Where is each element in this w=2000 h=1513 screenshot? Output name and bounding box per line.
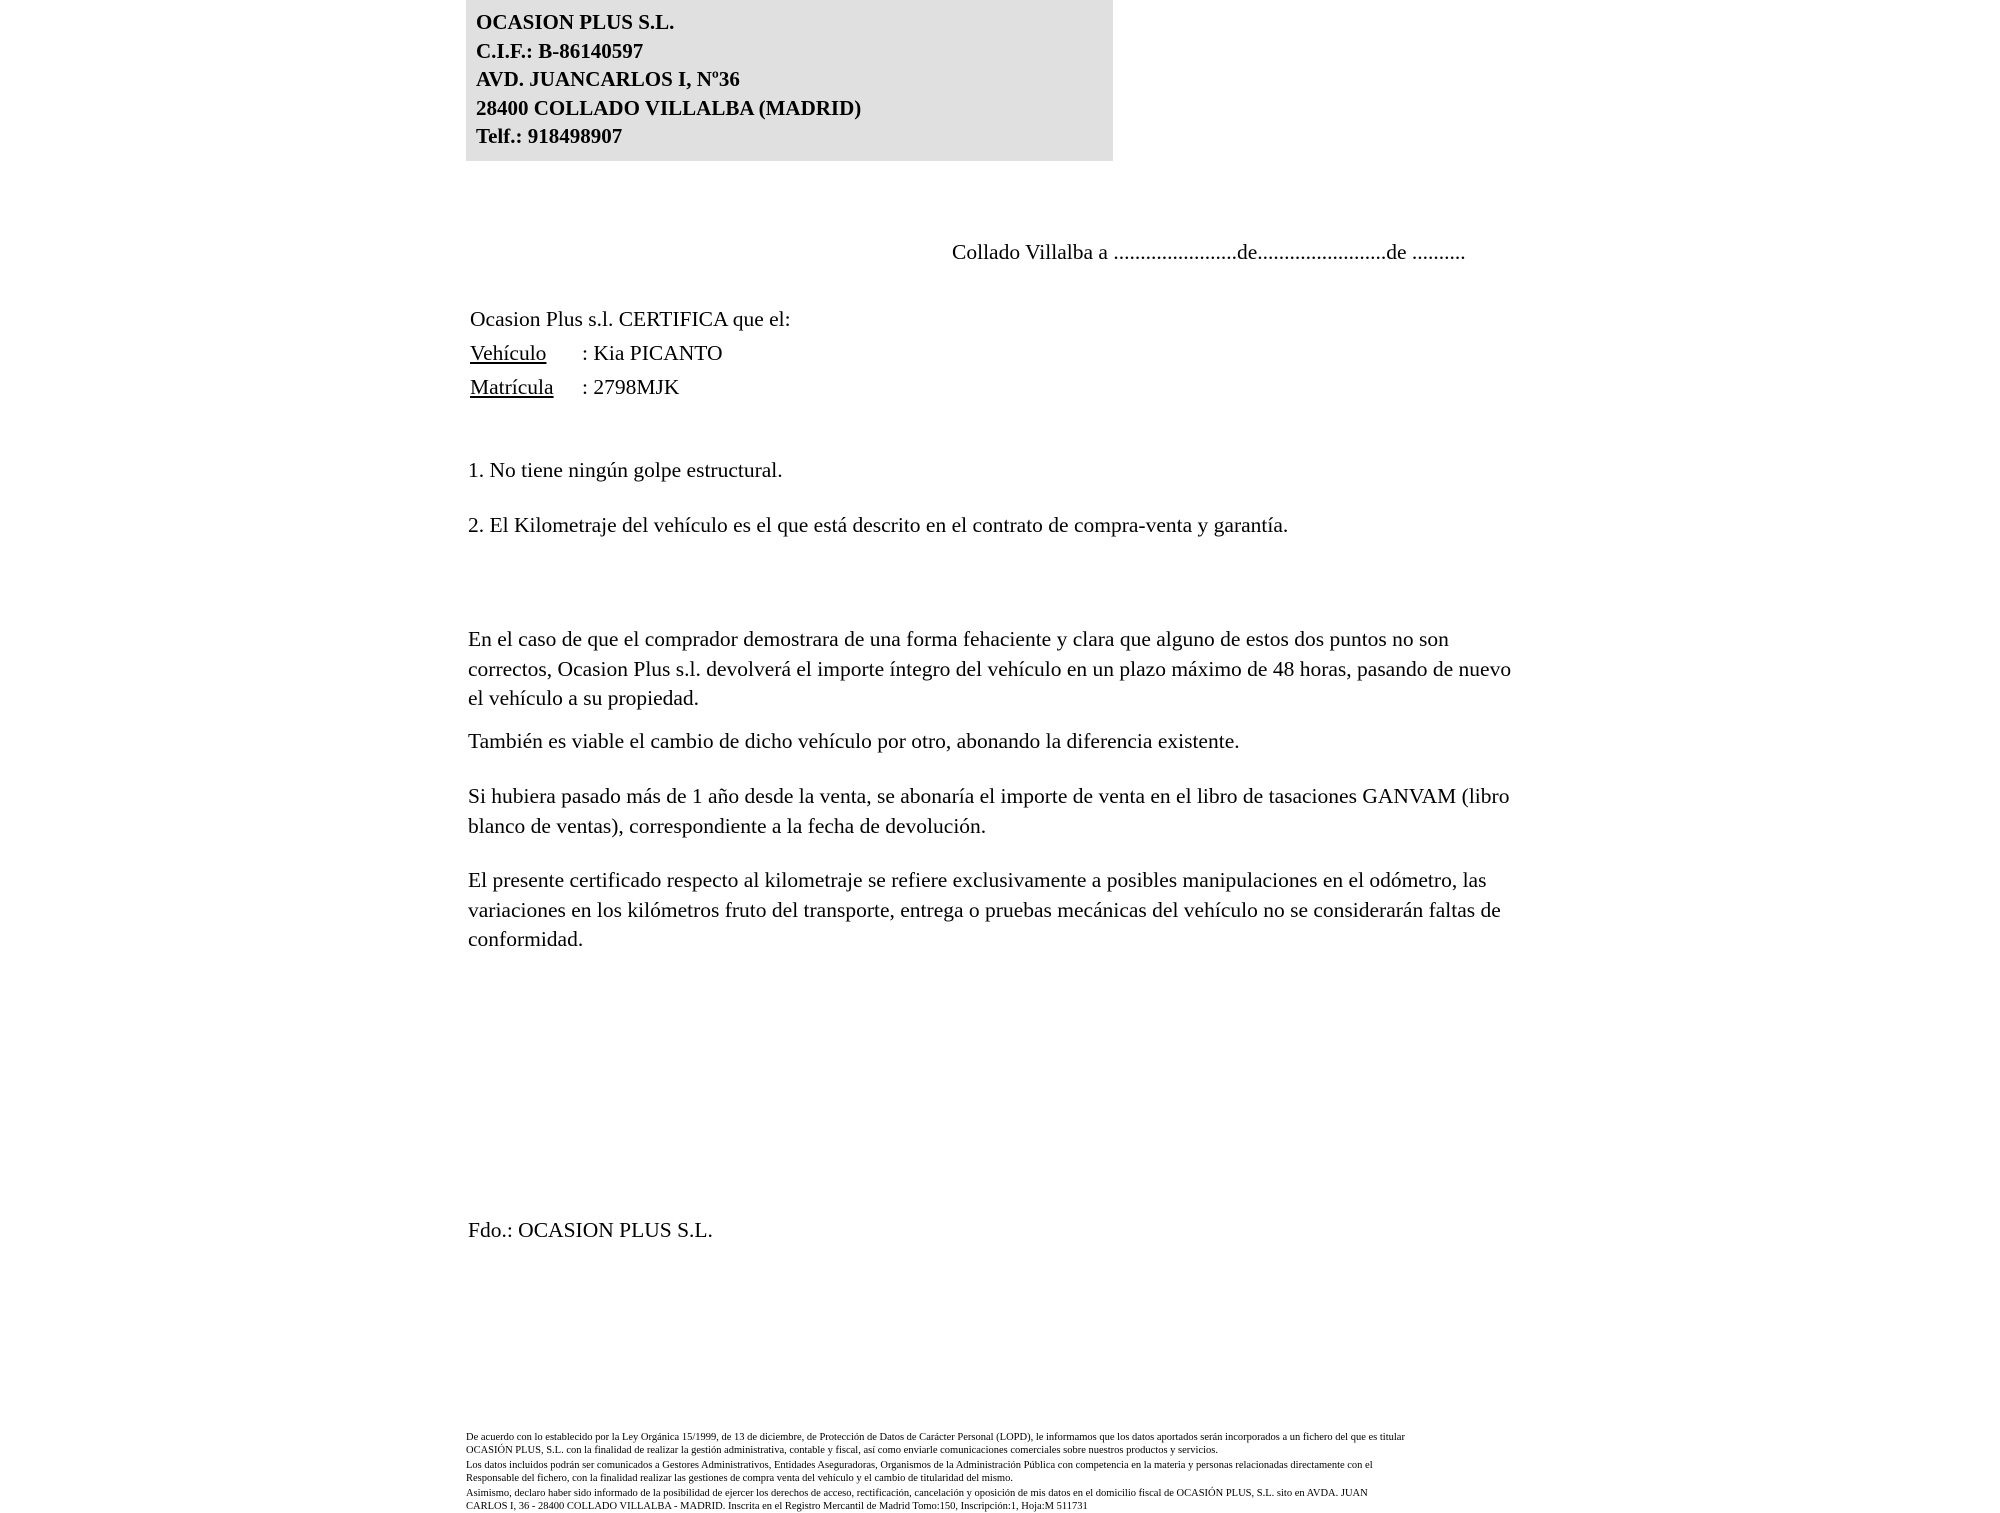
plate-label: Matrícula	[470, 375, 554, 399]
paragraph-exchange-option: También es viable el cambio de dicho vehículo por otro, abonando la diferencia existente.	[468, 729, 1240, 753]
letterhead-block	[466, 0, 1113, 161]
legal-line-2: OCASIÓN PLUS, S.L. con la finalidad de realizar la gestión administrativa, contable y fiscal, así como enviarle comunicaciones comerciales sobre nuestros productos y servicios.	[466, 1444, 1218, 1456]
certified-point-1: 1. No tiene ningún golpe estructural.	[468, 458, 783, 482]
legal-line-3: Los datos incluidos podrán ser comunicados a Gestores Administrativos, Entidades Aseguradoras, Organismos de la Administración Pública con competencia en la materia y personas relacionadas directamente con el	[466, 1459, 1373, 1471]
certification-intro: Ocasion Plus s.l. CERTIFICA que el:	[470, 307, 791, 331]
vehicle-label: Vehículo	[470, 341, 547, 365]
paragraph-odometer-scope: El presente certificado respecto al kilometraje se refiere exclusivamente a posibles manipulaciones en el odómetro, las variaciones en los kilómetros fruto del transporte, entrega o pruebas mecánicas del vehículo no se considerarán faltas de conformidad.	[468, 868, 1501, 951]
paragraph-after-one-year: Si hubiera pasado más de 1 año desde la venta, se abonaría el importe de venta en el libro de tasaciones GANVAM (libro blanco de ventas), correspondiente a la fecha de devolución.	[468, 784, 1510, 838]
company-address: AVD. JUANCARLOS I, Nº36	[476, 67, 740, 91]
date-line: Collado Villalba a .......................de........................de ..........	[952, 240, 1466, 264]
company-phone: Telf.: 918498907	[476, 124, 623, 148]
vehicle-row	[470, 336, 791, 370]
legal-line-5: Asimismo, declaro haber sido informado de la posibilidad de ejercer los derechos de acceso, rectificación, cancelación y oposición de mis datos en el domicilio fiscal de OCASIÓN PLUS, S.L. sito en AVDA. JUAN	[466, 1487, 1368, 1499]
certified-point-2: 2. El Kilometraje del vehículo es el que está descrito en el contrato de compra-venta y garantía.	[468, 513, 1289, 537]
paragraph-refund-terms: En el caso de que el comprador demostrara de una forma fehaciente y clara que alguno de estos dos puntos no son correctos, Ocasion Plus s.l. devolverá el importe íntegro del vehículo en un plazo máximo de 48 horas, pasando de nuevo el vehículo a su propiedad.	[468, 627, 1512, 710]
plate-value: : 2798MJK	[582, 375, 680, 399]
company-city: 28400 COLLADO VILLALBA (MADRID)	[476, 95, 862, 120]
signature-line: Fdo.: OCASION PLUS S.L.	[468, 1218, 713, 1242]
legal-line-6: CARLOS I, 36 - 28400 COLLADO VILLALBA - MADRID. Inscrita en el Registro Mercantil de Madrid Tomo:150, Inscripción:1, Hoja:M 511731	[466, 1500, 1088, 1512]
vehicle-value: : Kia PICANTO	[582, 341, 723, 365]
legal-line-1: De acuerdo con lo establecido por la Ley Orgánica 15/1999, de 13 de diciembre, de Protección de Datos de Carácter Personal (LOPD), le informamos que los datos aportados serán incorporados a un fichero del que es titular	[466, 1432, 1405, 1443]
company-name: OCASION PLUS S.L.	[476, 10, 675, 34]
legal-footer	[466, 1432, 1576, 1513]
certification-block	[470, 302, 791, 404]
company-cif: C.I.F.: B-86140597	[476, 38, 644, 63]
plate-row	[470, 370, 791, 404]
legal-line-4: Responsable del fichero, con la finalidad realizar las gestiones de compra venta del vehículo y el cambio de titularidad del mismo.	[466, 1472, 1013, 1484]
